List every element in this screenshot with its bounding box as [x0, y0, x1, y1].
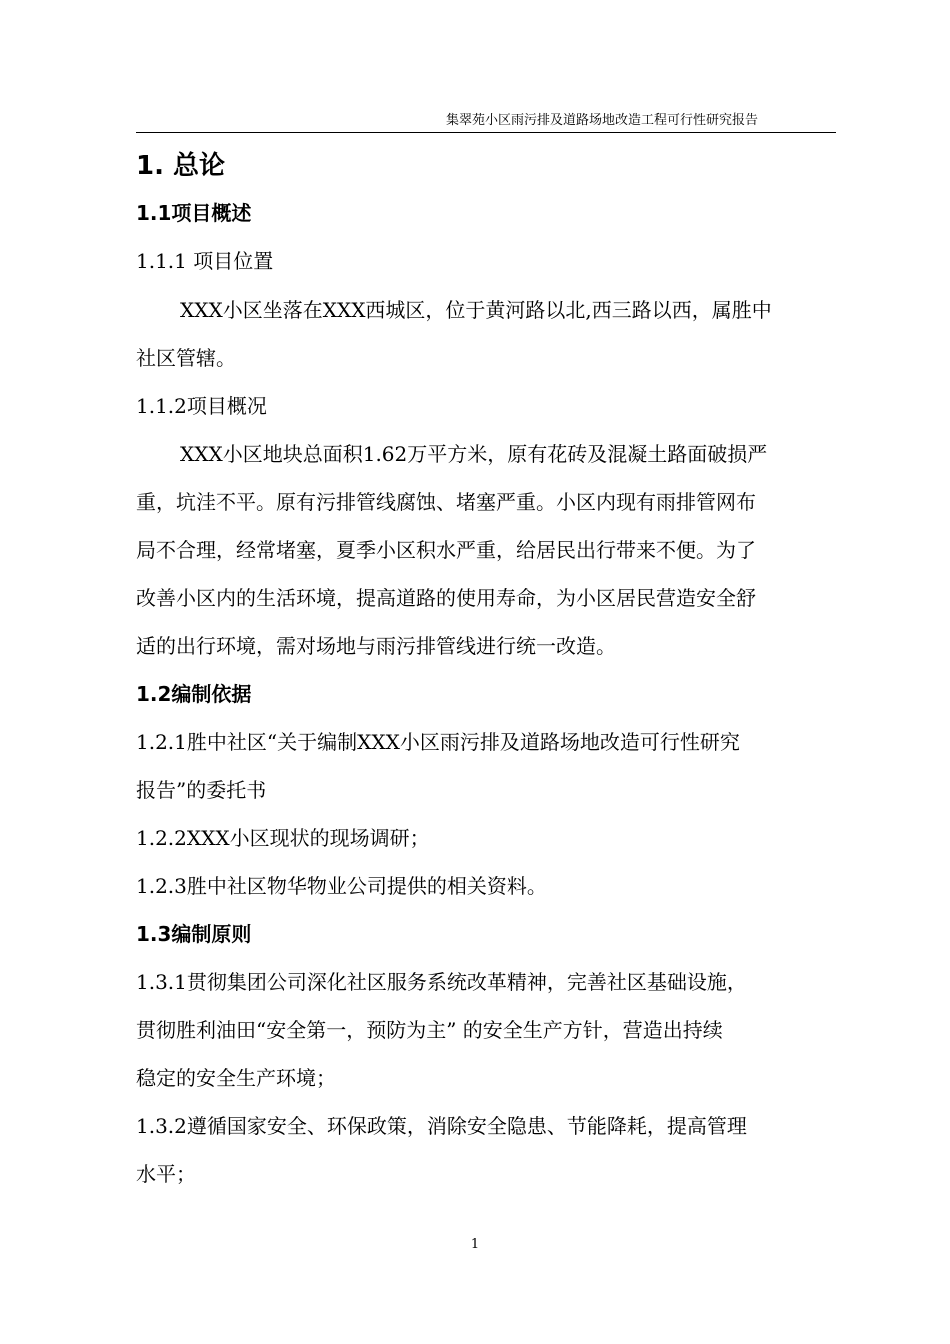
section-heading-1-2: 1.2编制依据 — [136, 682, 252, 706]
paragraph-line: XXX小区坐落在XXX西城区，位于黄河路以北,西三路以西，属胜中 — [180, 298, 772, 322]
list-item: 1.3.2遵循国家安全、环保政策，消除安全隐患、节能降耗，提高管理 — [136, 1114, 747, 1138]
list-item: 1.2.1胜中社区“关于编制XXX小区雨污排及道路场地改造可行性研究 — [136, 730, 740, 754]
paragraph-line: XXX小区地块总面积1.62万平方米，原有花砖及混凝土路面破损严 — [180, 442, 768, 466]
document-title: 集翠苑小区雨污排及道路场地改造工程可行性研究报告 — [445, 113, 758, 128]
list-item: 稳定的安全生产环境； — [136, 1066, 336, 1090]
paragraph-line: 改善小区内的生活环境，提高道路的使用寿命，为小区居民营造安全舒 — [136, 586, 756, 610]
paragraph-line: 重，坑洼不平。原有污排管线腐蚀、堵塞严重。小区内现有雨排管网布 — [136, 490, 756, 514]
section-heading-1-3: 1.3编制原则 — [136, 922, 252, 946]
page-header — [136, 112, 836, 133]
paragraph-line: 社区管辖。 — [136, 346, 236, 370]
list-item: 1.2.2XXX小区现状的现场调研； — [136, 826, 430, 850]
section-heading-1-1: 1.1项目概述 — [136, 201, 252, 225]
subsection-heading-1-1-1: 1.1.1 项目位置 — [136, 249, 274, 273]
list-item: 1.3.1贯彻集团公司深化社区服务系统改革精神，完善社区基础设施， — [136, 970, 747, 994]
list-item: 贯彻胜利油田“安全第一，预防为主” 的安全生产方针，营造出持续 — [136, 1018, 723, 1042]
list-item: 水平； — [136, 1162, 196, 1186]
page-number: 1 — [470, 1237, 480, 1252]
list-item: 报告”的委托书 — [136, 778, 267, 802]
subsection-heading-1-1-2: 1.1.2项目概况 — [136, 394, 267, 418]
chapter-heading: 1. 总论 — [136, 151, 226, 181]
paragraph-line: 适的出行环境，需对场地与雨污排管线进行统一改造。 — [136, 634, 616, 658]
list-item: 1.2.3胜中社区物华物业公司提供的相关资料。 — [136, 874, 547, 898]
paragraph-line: 局不合理，经常堵塞，夏季小区积水严重，给居民出行带来不便。为了 — [136, 538, 756, 562]
